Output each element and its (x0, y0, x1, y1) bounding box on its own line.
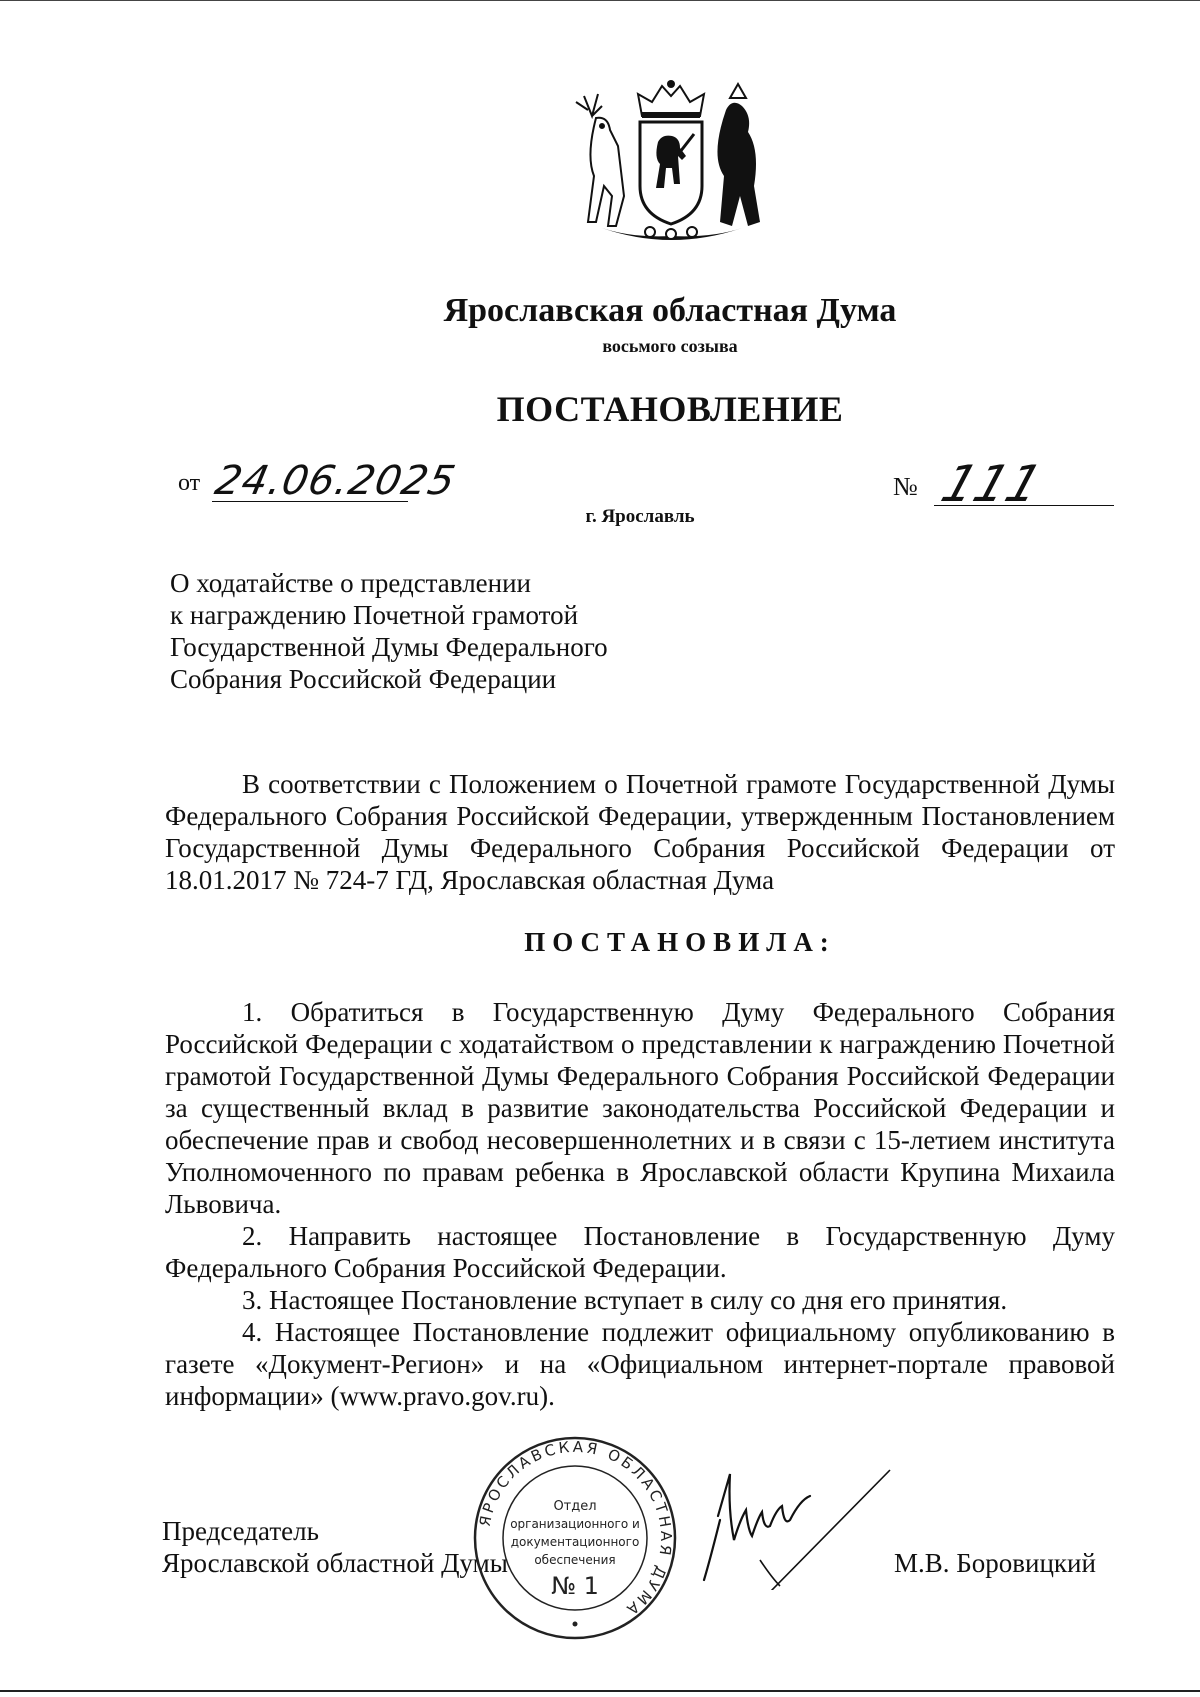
resolution-items (165, 996, 1115, 1412)
stamp-text-line: организационного и (510, 1517, 640, 1531)
subject-line: Собрания Российской Федерации (170, 664, 557, 694)
scan-edge-bottom (0, 1690, 1200, 1692)
resolution-item: 1. Обратиться в Государственную Думу Федерального Собрания Российской Федерации с ходатайством о представлении к награждению Почетной грамотой Государственной Думы Федерального Собрания Российской Федерации за существенный вклад в развитие законодательства Российской Федерации и обеспечение прав и свобод несовершеннолетних и в связи с 15-летием института Уполномоченного по правам ребенка в Ярославской области Крупина Михаила Львовича. (165, 997, 1115, 1219)
round-stamp (468, 1434, 682, 1642)
subject-line: О ходатайстве о представлении (170, 568, 531, 598)
stamp-number: № 1 (551, 1572, 599, 1600)
deer-supporter-icon (576, 94, 624, 226)
signatory-title (162, 1515, 508, 1579)
number-prefix: № (893, 472, 918, 501)
handwritten-signature (700, 1460, 900, 1590)
preamble-paragraph: В соответствии с Положением о Почетной грамоте Государственной Думы Федерального Собрания Российской Федерации, утвержденным Постановлением Государственной Думы Федерального Собрания Российской Федерации от 18.01.2017 № 724-7 ГД, Ярославская областная Дума (165, 769, 1115, 895)
document-type-title: ПОСТАНОВЛЕНИЕ (496, 389, 844, 429)
subject-block (170, 567, 730, 695)
organization-title: Ярославская областная Дума (443, 292, 897, 329)
subject-line: к награждению Почетной грамотой (170, 600, 579, 630)
bear-supporter-icon (717, 84, 760, 226)
coat-of-arms-emblem (562, 76, 780, 244)
convocation-subtitle: восьмого созыва (602, 336, 738, 356)
resolution-item: 2. Направить настоящее Постановление в Государственную Думу Федерального Собрания Российской Федерации. (165, 1221, 1115, 1283)
resolution-item: 3. Настоящее Постановление вступает в силу со дня его принятия. (242, 1285, 1008, 1315)
signatory-title-line: Председатель (162, 1516, 319, 1546)
signatory-name: М.В. Боровицкий (894, 1548, 1096, 1578)
stamp-text-line: Отдел (553, 1499, 597, 1514)
stamp-text-line: документационного (510, 1535, 640, 1549)
handwritten-number: 111 (934, 455, 1049, 513)
scan-edge-top (0, 0, 1200, 1)
signatory-title-line: Ярославской областной Думы (162, 1548, 508, 1578)
resolution-item: 4. Настоящее Постановление подлежит официальному опубликованию в газете «Документ-Регион» и на «Официальном интернет-портале правовой информации» (www.pravo.gov.ru). (165, 1317, 1115, 1411)
handwritten-date: 24.06.2025 (211, 458, 460, 504)
stamp-ring-text: ЯРОСЛАВСКАЯ ОБЛАСТНАЯ ДУМА (475, 1437, 676, 1621)
subject-line: Государственной Думы Федерального (170, 632, 608, 662)
crown-icon (638, 80, 704, 118)
resolved-heading: ПОСТАНОВИЛА: (524, 927, 836, 957)
stamp-text-line: обеспечения (534, 1553, 616, 1567)
city-line: г. Ярославль (585, 506, 695, 527)
date-prefix: от (178, 470, 201, 496)
